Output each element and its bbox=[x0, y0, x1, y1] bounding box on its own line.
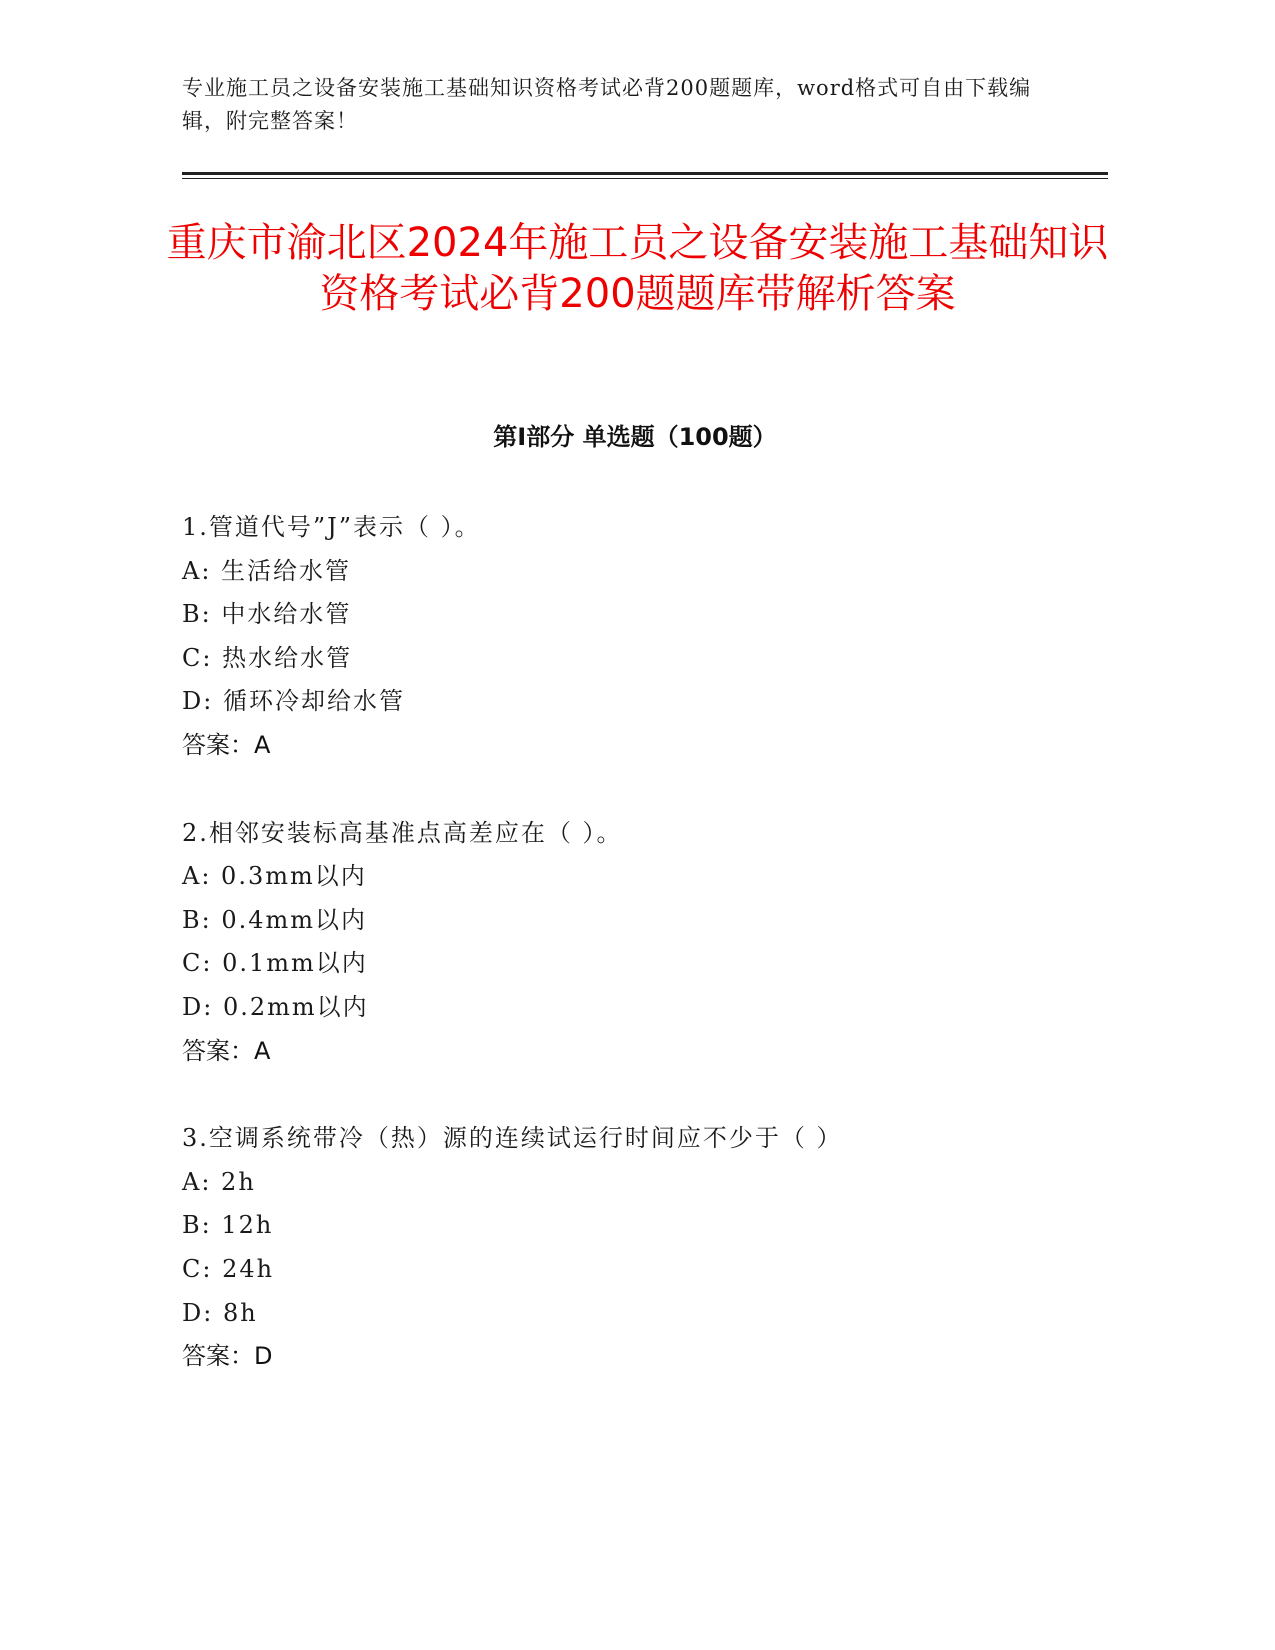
option-a: A: 2h bbox=[182, 1167, 256, 1196]
option-b: B: 0.4mm以内 bbox=[182, 905, 368, 934]
option-d: D: 循环冷却给水管 bbox=[182, 687, 405, 716]
header-rule-thin bbox=[182, 178, 1108, 179]
option-d: D: 0.2mm以内 bbox=[182, 992, 369, 1021]
option-c: C: 0.1mm以内 bbox=[182, 949, 368, 978]
question-stem: 3.空调系统带冷（热）源的连续试运行时间应不少于（ ） bbox=[182, 1124, 843, 1153]
question-stem: 1.管道代号”J”表示（ ）。 bbox=[182, 513, 481, 541]
header-rule-thick bbox=[182, 172, 1108, 175]
option-a: A: 0.3mm以内 bbox=[182, 862, 367, 891]
option-a: A: 生活给水管 bbox=[182, 556, 352, 585]
option-b: B: 12h bbox=[182, 1211, 274, 1240]
question-list bbox=[182, 506, 1088, 1423]
question-stem: 2.相邻安装标高基准点高差应在（ ）。 bbox=[182, 818, 623, 847]
answer: 答案：A bbox=[182, 730, 271, 759]
answer: 答案：A bbox=[182, 1036, 271, 1065]
question-2 bbox=[182, 812, 1088, 1074]
document-title: 重庆市渝北区2024年施工员之设备安装施工基础知识资格考试必背200题题库带解析答案 bbox=[166, 220, 1109, 317]
option-d: D: 8h bbox=[182, 1298, 258, 1327]
section-title: 第I部分 单选题（100题） bbox=[493, 423, 777, 451]
header-note: 专业施工员之设备安装施工基础知识资格考试必背200题题库，word格式可自由下载编辑，附完整答案！ bbox=[182, 76, 1032, 133]
option-c: C: 24h bbox=[182, 1254, 275, 1283]
option-c: C: 热水给水管 bbox=[182, 643, 353, 672]
question-3 bbox=[182, 1117, 1088, 1379]
option-b: B: 中水给水管 bbox=[182, 600, 352, 629]
answer: 答案：D bbox=[182, 1342, 273, 1371]
question-1 bbox=[182, 506, 1088, 768]
